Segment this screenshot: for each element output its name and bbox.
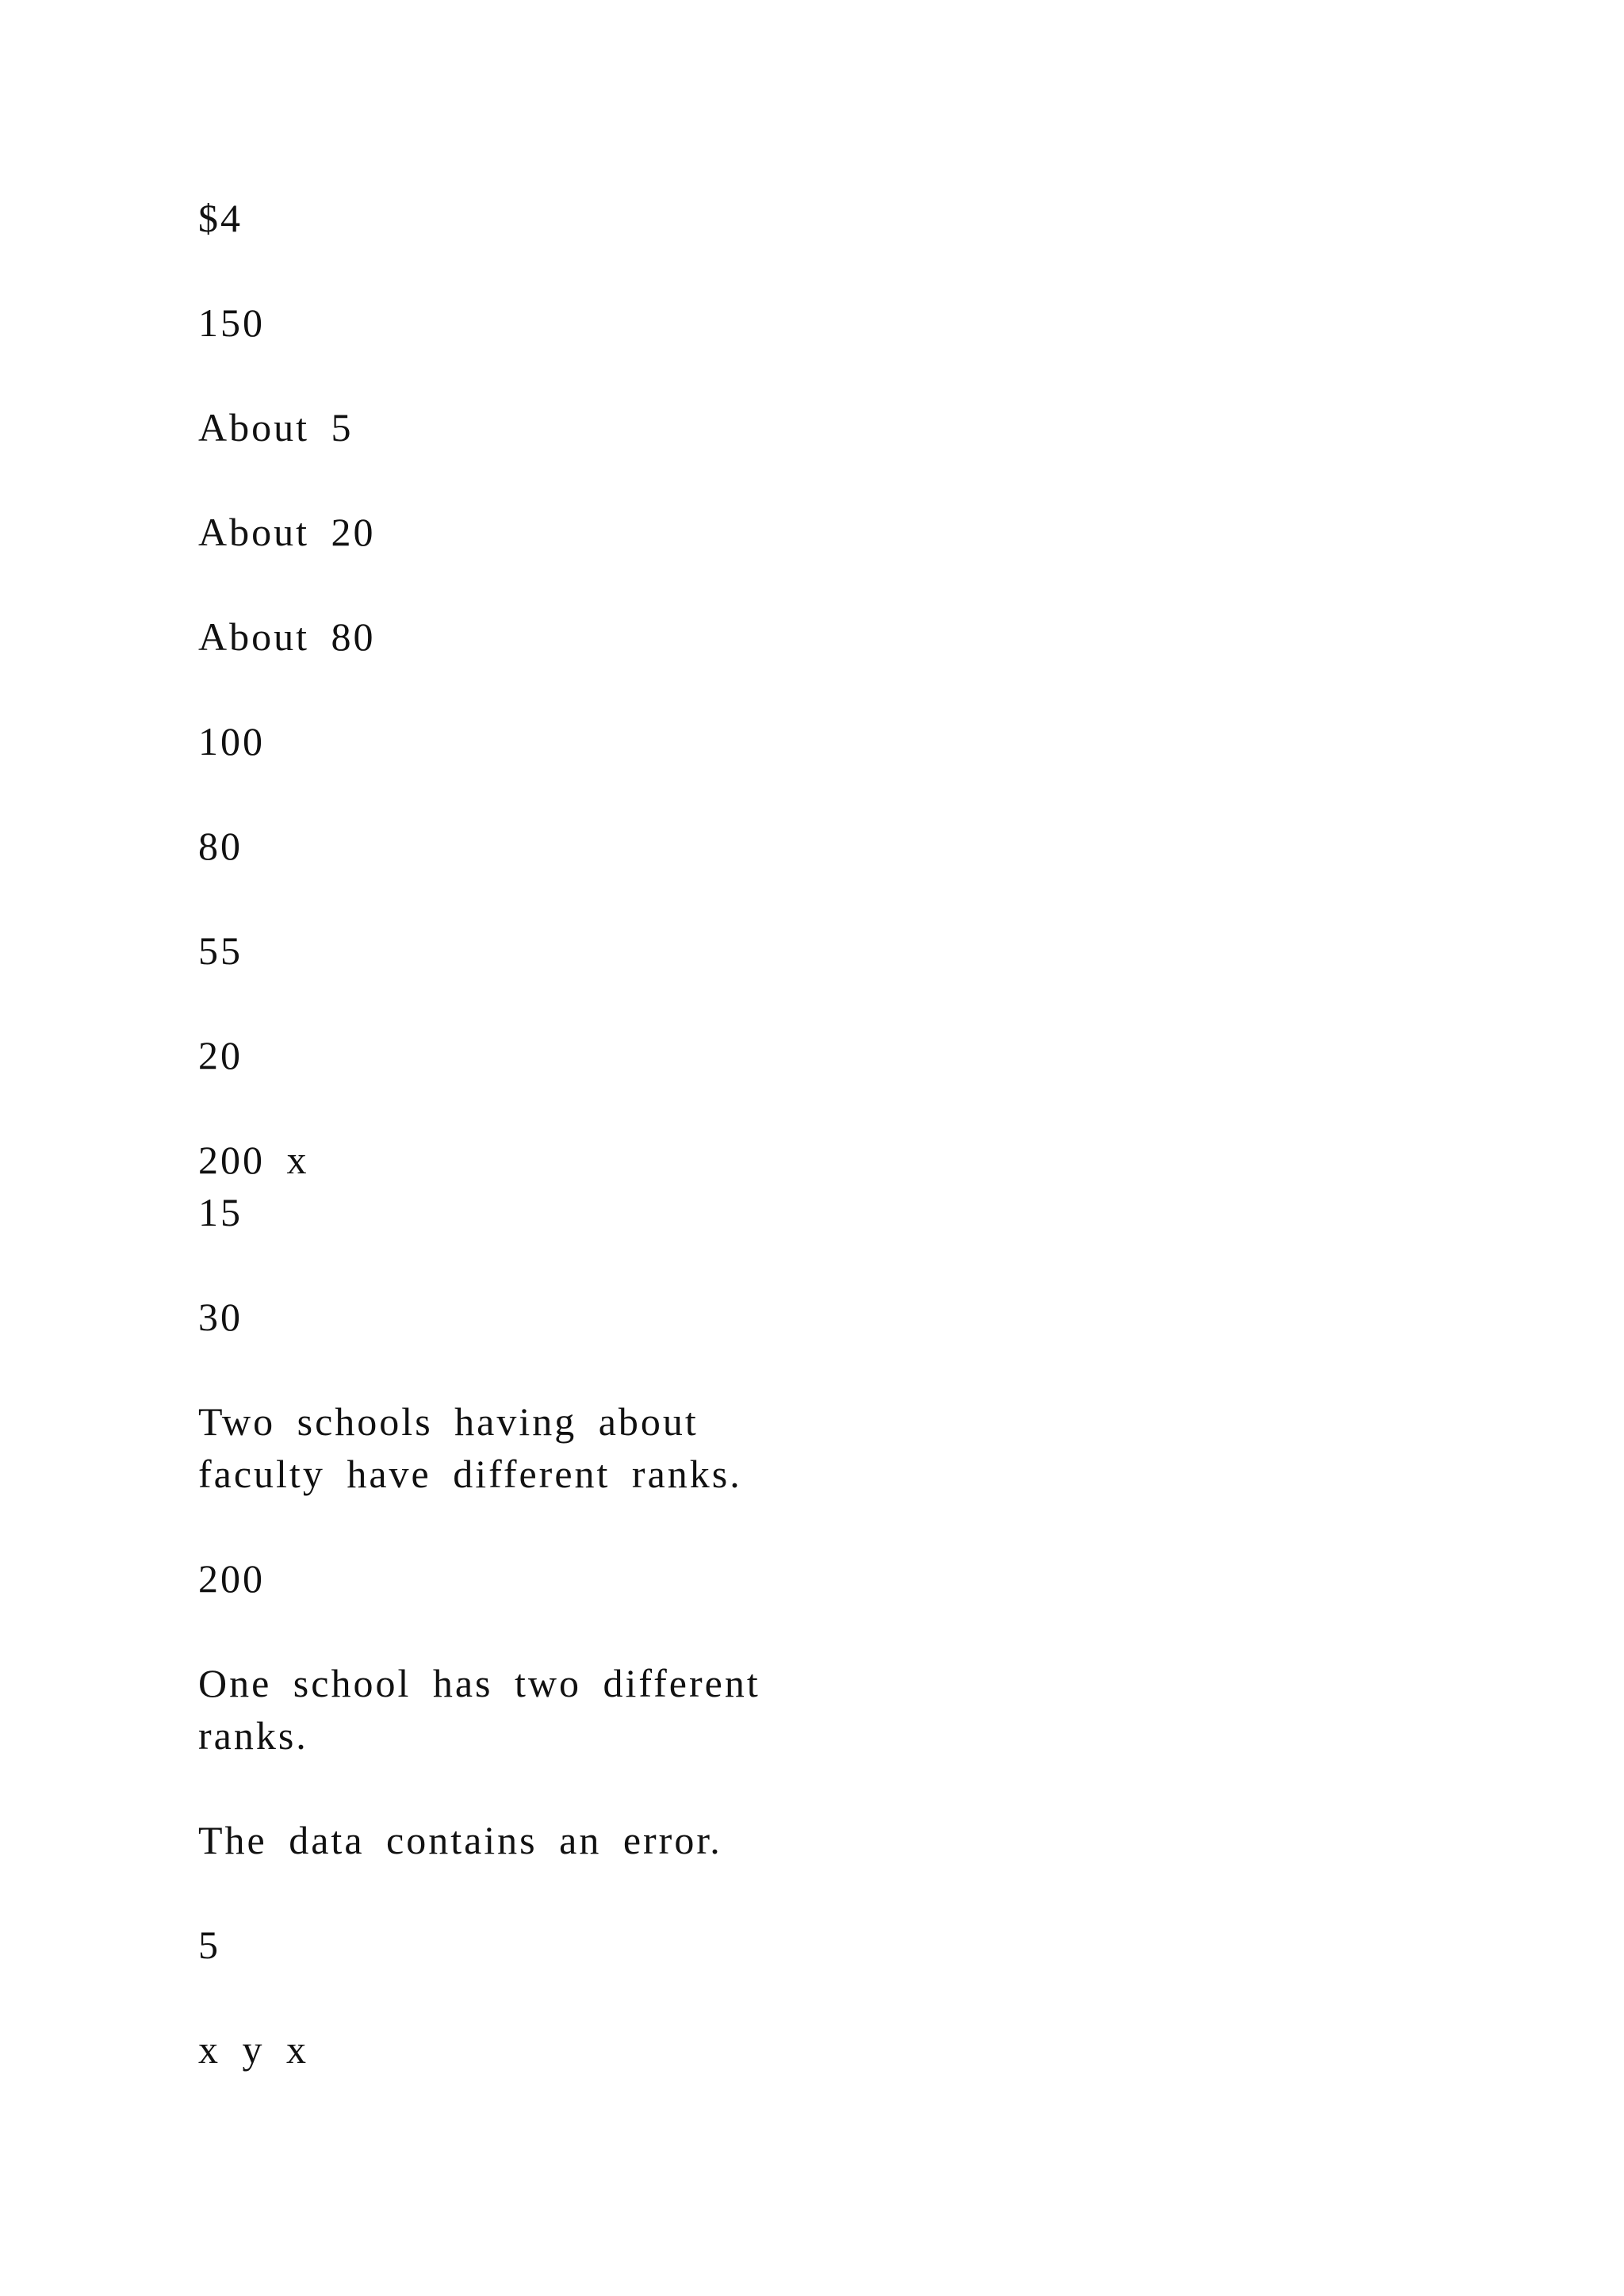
text-line: 150: [198, 300, 265, 345]
text-line: 55: [198, 928, 243, 973]
text-line: 80: [198, 824, 243, 868]
text-line: About 20: [198, 510, 376, 554]
paragraph-line: faculty have different ranks.: [198, 1452, 742, 1496]
text-line: 20: [198, 1033, 243, 1077]
text-line: 5: [198, 1923, 220, 1967]
paragraph-line: Two schools having about: [198, 1399, 699, 1444]
text-line: x y x: [198, 2027, 308, 2072]
paragraph-line: The data contains an error.: [198, 1818, 722, 1862]
paragraph-line: One school has two different: [198, 1661, 760, 1705]
text-line: About 5: [198, 405, 354, 450]
paragraph-line: ranks.: [198, 1713, 308, 1758]
text-line: About 80: [198, 614, 376, 659]
text-line: 15: [198, 1190, 243, 1234]
text-line: 200 x: [198, 1138, 309, 1182]
text-line: 30: [198, 1295, 243, 1339]
text-line: 100: [198, 719, 265, 763]
text-line: $4: [198, 196, 243, 240]
text-line: 200: [198, 1556, 265, 1601]
